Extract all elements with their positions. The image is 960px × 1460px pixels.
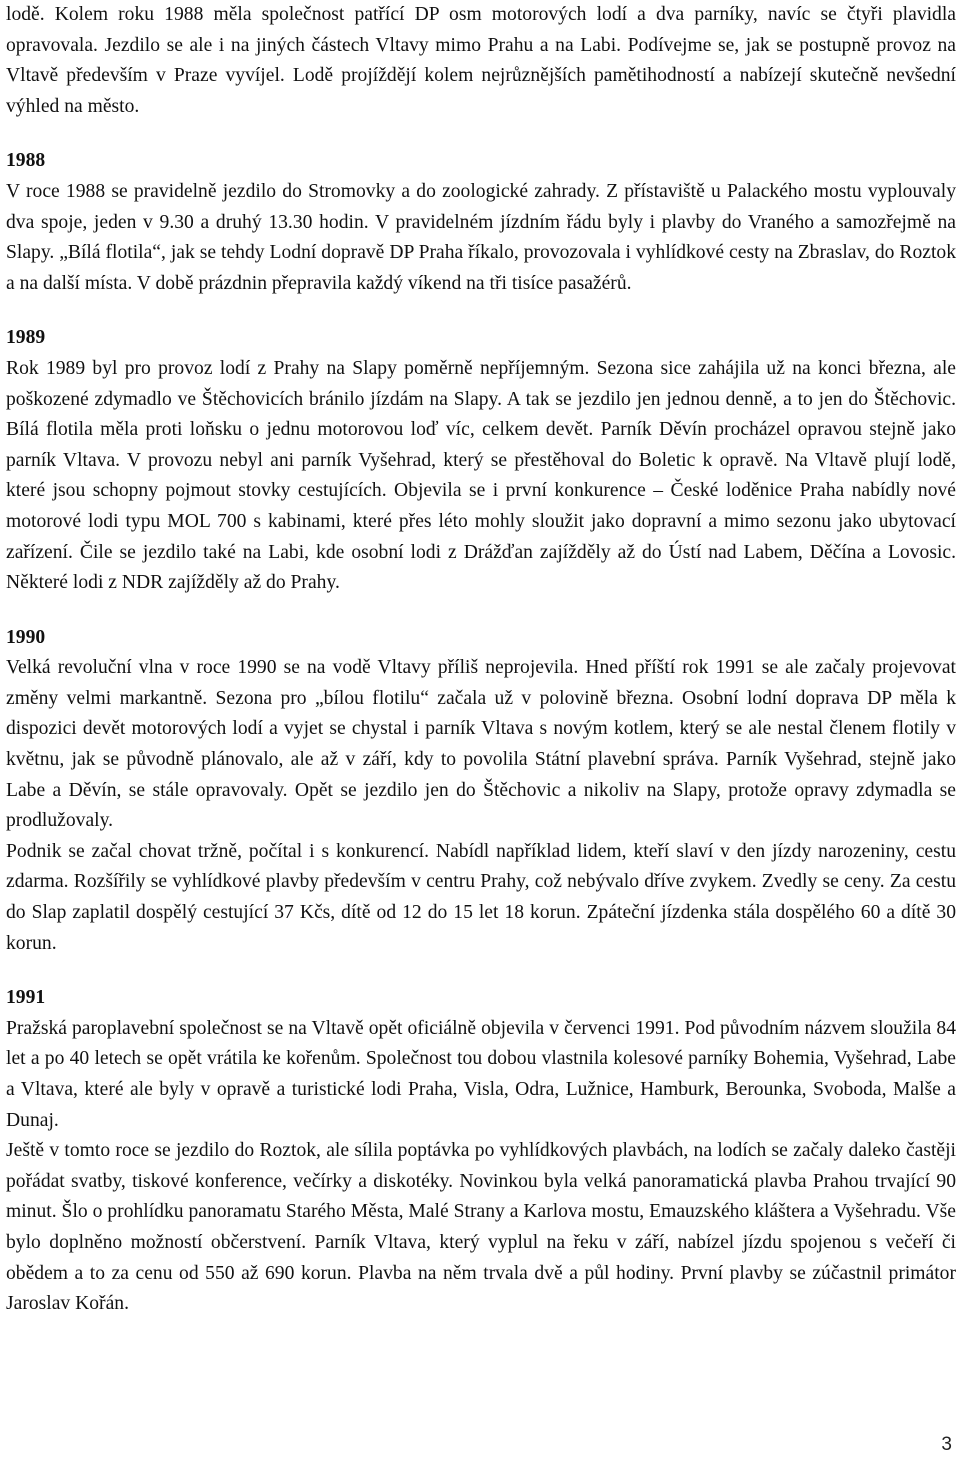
section-heading-1990: 1990	[6, 626, 46, 648]
section-heading-1988: 1988	[6, 150, 46, 172]
section-1989	[6, 323, 956, 598]
section-heading-1991: 1991	[6, 987, 46, 1009]
section-heading-1989: 1989	[6, 327, 46, 349]
page-number: 3	[941, 1434, 952, 1455]
section-1988-paragraph-1: V roce 1988 se pravidelně jezdilo do Stromovky a do zoologické zahrady. Z přístaviště u Palackého mostu vyplouvaly dva spoje, jeden v 9.30 a druhý 13.30 hodin. V pravidelném jízdním řádu byly i plavby do Vraného a samozřejmě na Slapy. „Bílá flotila“, jak se tehdy Lodní dopravě DP Praha říkalo, provozovala i vyhlídkové cesty na Zbraslav, do Roztok a na další místa. V době prázdnin přepravila každý víkend na tři tisíce pasažérů.	[6, 180, 956, 294]
document-page	[6, 0, 956, 1320]
section-1991	[6, 983, 956, 1320]
section-1988	[6, 146, 956, 299]
section-1991-paragraph-2: Ještě v tomto roce se jezdilo do Roztok, ale sílila poptávka po vyhlídkových plavbách, na lodích se začaly daleko častěji pořádat svatby, tiskové konference, večírky a diskotéky. Novinkou byla velká panoramatická plavba Prahou trvající 90 minut. Šlo o prohlídku panoramatu Starého Města, Malé Strany a Karlova mostu, Emauzského kláštera a Vyšehradu. Vše bylo doplněno možností občerstvení. Parník Vltava, který vyplul na řeku v září, nabízel jízdu spojenou s večeří či obědem a to za cenu od 550 až 690 korun. Plavba na něm trvala dvě a půl hodiny. První plavby se zúčastnil primátor Jaroslav Kořán.	[6, 1140, 956, 1315]
section-1990-paragraph-2: Podnik se začal chovat tržně, počítal i s konkurencí. Nabídl například lidem, kteří slaví v den jízdy narozeniny, cestu zdarma. Rozšířily se vyhlídkové plavby především v centru Prahy, což nebývalo dříve zvykem. Zvedly se ceny. Za cestu do Slap zaplatil dospělý cestující 37 Kčs, dítě od 12 do 15 let 18 korun. Zpáteční jízdenka stála dospělého 60 a dítě 30 korun.	[6, 840, 956, 954]
section-1991-paragraph-1: Pražská paroplavební společnost se na Vltavě opět oficiálně objevila v červenci 1991. Pod původním názvem sloužila 84 let a po 40 letech se opět vrátila ke kořenům. Společnost tou dobou vlastnila kolesové parníky Bohemia, Vyšehrad, Labe a Vltava, které ale byly v opravě a turistické lodi Praha, Visla, Odra, Lužnice, Hamburk, Berounka, Svoboda, Malše a Dunaj.	[6, 1017, 956, 1131]
section-1990-paragraph-1: Velká revoluční vlna v roce 1990 se na vodě Vltavy příliš neprojevila. Hned příští rok 1991 se ale začaly projevovat změny velmi markantně. Sezona pro „bílou flotilu“ začala už v polovině března. Osobní lodní doprava DP měla k dispozici devět motorových lodí a vyjet se chystal i parník Vltava s novým kotlem, který se ale nestal členem flotily v květnu, jak se původně plánovalo, ale až v září, kdy to povolila Státní plavební správa. Parník Vyšehrad, stejně jako Labe a Děvín, se stále opravovaly. Opět se jezdilo jen do Štěchovic a nikoliv na Slapy, protože opravy zdymadla se prodlužovaly.	[6, 657, 956, 832]
section-1989-paragraph-1: Rok 1989 byl pro provoz lodí z Prahy na Slapy poměrně nepříjemným. Sezona sice zahájila už na konci března, ale poškozené zdymadlo ve Štěchovicích bránilo jízdám na Slapy. A tak se jezdilo jen jednou denně, a to jen do Štěchovic. Bílá flotila měla proti loňsku o jednu motorovou loď víc, celkem devět. Parník Děvín procházel opravou stejně jako parník Vltava. V provozu nebyl ani parník Vyšehrad, který se přestěhoval do Boletic k opravě. Na Vltavě plují lodě, které jsou schopny pojmout stovky cestujících. Objevila se i první konkurence – České loděnice Praha nabídly nové motorové lodi typu MOL 700 s kabinami, které přes léto mohly sloužit jako dopravní a mimo sezonu jako ubytovací zařízení. Čile se jezdilo také na Labi, kde osobní lodi z Drážďan zajížděly až do Ústí nad Labem, Děčína a Lovosic. Některé lodi z NDR zajížděly až do Prahy.	[6, 357, 956, 594]
intro-paragraph: lodě. Kolem roku 1988 měla společnost patřící DP osm motorových lodí a dva parníky, navíc se čtyři plavidla opravovala. Jezdilo se ale i na jiných částech Vltavy mimo Prahu a na Labi. Podívejme se, jak se postupně provoz na Vltavě především v Praze vyvíjel. Lodě projíždějí kolem nejrůznějších pamětihodností a nabízejí skutečně nevšední výhled na město.	[6, 4, 956, 117]
section-1990	[6, 623, 956, 960]
